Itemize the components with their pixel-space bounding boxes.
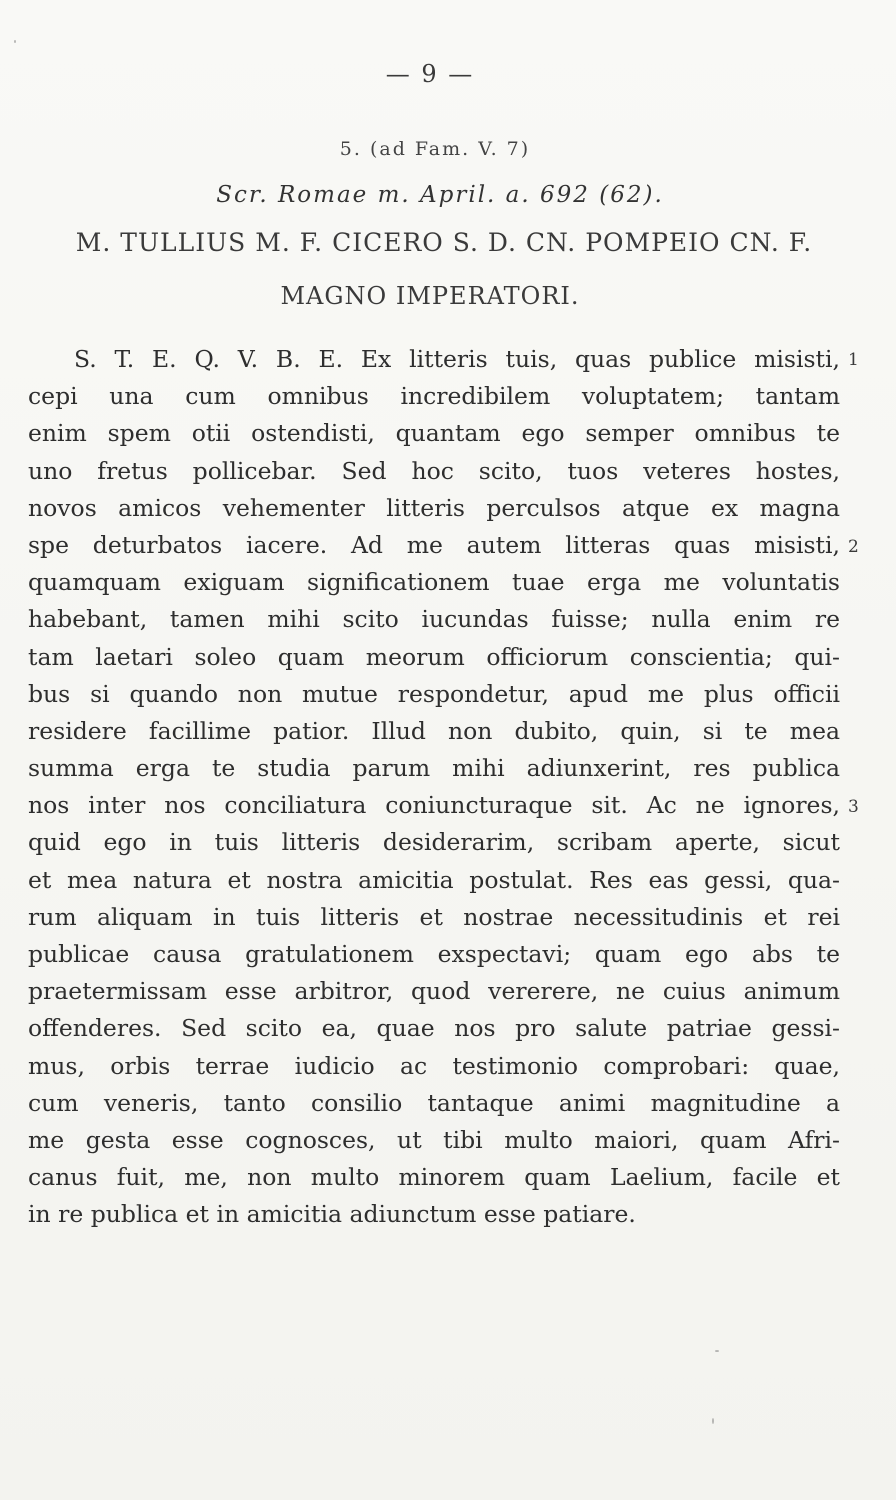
body-line: bus si quando non mutue respondetur, apud me plus officii	[28, 679, 840, 708]
body-line: enim spem otii ostendisti, quantam ego semper omnibus te	[28, 419, 840, 448]
body-line: me gesta esse cognosces, ut tibi multo maiori, quam Afri-	[28, 1125, 840, 1154]
margin-section-number: 2	[848, 537, 859, 557]
margin-section-number: 3	[848, 797, 859, 817]
body-line: uno fretus pollicebar. Sed hoc scito, tuos veteres hostes,	[28, 456, 840, 485]
body-line: praetermissam esse arbitror, quod vererere, ne cuius animum	[28, 977, 840, 1006]
margin-section-number: 1	[848, 350, 859, 370]
salutation-heading-line-1: M. TULLIUS M. F. CICERO S. D. CN. POMPEIO CN. F.	[75, 228, 813, 257]
page-number: — 9 —	[385, 60, 475, 88]
scan-speck	[14, 40, 16, 43]
body-line: summa erga te studia parum mihi adiunxerint, res publica	[28, 754, 840, 783]
scan-speck	[715, 1350, 719, 1352]
body-line: residere facillime patior. Illud non dubito, quin, si te mea	[28, 716, 840, 745]
dateline: Scr. Romae m. April. a. 692 (62).	[216, 182, 664, 208]
body-line: publicae causa gratulationem exspectavi; quam ego abs te	[28, 940, 840, 968]
body-line: novos amicos vehementer litteris perculsos atque ex magna	[28, 493, 840, 522]
body-line: et mea natura et nostra amicitia postulat. Res eas gessi, qua-	[28, 865, 840, 894]
letter-reference: 5. (ad Fam. V. 7)	[339, 138, 531, 160]
body-line: canus fuit, me, non multo minorem quam Laelium, facile et	[28, 1163, 840, 1192]
body-line: rum aliquam in tuis litteris et nostrae necessitudinis et rei	[28, 902, 840, 931]
body-line: nos inter nos conciliatura coniuncturaque sit. Ac ne ignores,	[28, 791, 840, 820]
body-line: spe deturbatos iacere. Ad me autem litteras quas misisti,	[28, 530, 840, 559]
scan-speck	[712, 1418, 714, 1424]
body-line: cum veneris, tanto consilio tantaque animi magnitudine a	[28, 1088, 840, 1117]
body-line: tam laetari soleo quam meorum officiorum conscientia; qui-	[28, 642, 840, 671]
body-line: mus, orbis terrae iudicio ac testimonio comprobari: quae,	[28, 1051, 840, 1080]
body-line: offenderes. Sed scito ea, quae nos pro salute patriae gessi-	[28, 1014, 840, 1043]
body-line: S. T. E. Q. V. B. E. Ex litteris tuis, quas publice misisti,	[74, 345, 840, 373]
salutation-heading-line-2: MAGNO IMPERATORI.	[280, 282, 580, 310]
body-line: cepi una cum omnibus incredibilem voluptatem; tantam	[28, 382, 840, 411]
body-line: in re publica et in amicitia adiunctum esse patiare.	[28, 1200, 636, 1229]
body-line: habebant, tamen mihi scito iucundas fuisse; nulla enim re	[28, 605, 840, 634]
letter-body	[28, 341, 840, 1234]
body-line: quid ego in tuis litteris desiderarim, scribam aperte, sicut	[28, 828, 840, 857]
body-line: quamquam exiguam significationem tuae erga me voluntatis	[28, 568, 840, 597]
